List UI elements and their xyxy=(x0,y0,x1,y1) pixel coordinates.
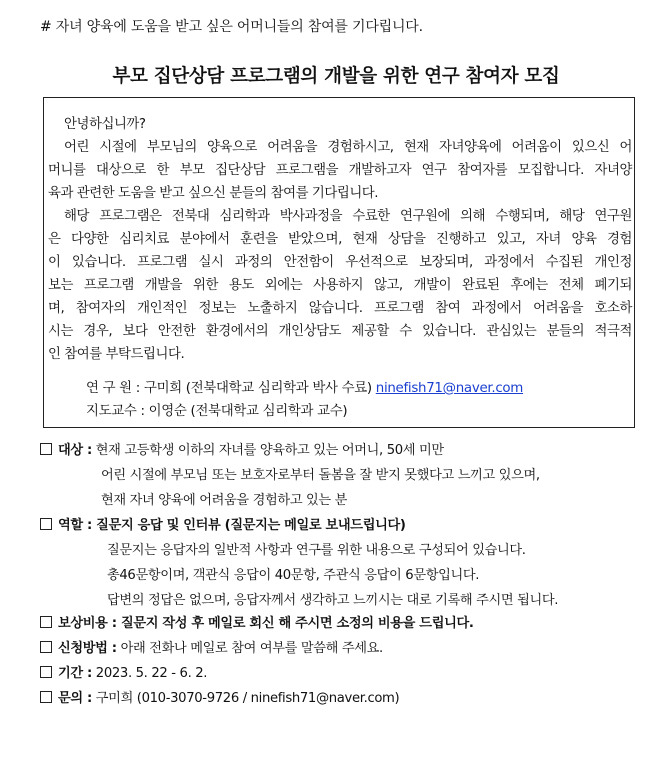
checkbox-icon xyxy=(40,666,52,678)
researcher-label: 연 구 원 : 구미희 (전북대학교 심리학과 박사 수료) xyxy=(86,381,372,396)
checkbox-icon xyxy=(40,518,52,530)
section-text: 구미희 (010-3070-9726 / ninefish71@naver.com) xyxy=(91,691,400,706)
section-reward xyxy=(40,612,474,631)
section-role-line: 답변의 정답은 없으며, 응답자께서 생각하고 느끼시는 대로 기록해 주시면 됩니다. xyxy=(107,593,559,608)
section-text: 2023. 5. 22 - 6. 2. xyxy=(91,666,208,681)
section-role-line: 질문지는 응답자의 일반적 사항과 연구를 위한 내용으로 구성되어 있습니다. xyxy=(107,543,526,558)
body-line: 어린 시절에 부모님의 양육으로 어려움을 경험하시고, 현재 자녀양육에 어려움이 있으신 어 xyxy=(64,140,632,155)
body-line: 육과 관련한 도움을 받고 싶으신 분들의 참여를 기다립니다. xyxy=(48,186,379,201)
body-line: 시는 경우, 보다 안전한 환경에서의 개인상담도 제공할 수 있습니다. 관심있는 분들의 적극적 xyxy=(48,324,632,339)
section-target xyxy=(40,439,444,458)
body-line: 며, 참여자의 개인적인 정보는 노출하지 않습니다. 프로그램 참여 과정에서 어려움을 호소하 xyxy=(48,301,632,316)
page-title: 부모 집단상담 프로그램의 개발을 위한 연구 참여자 모집 xyxy=(112,66,560,87)
section-contact xyxy=(40,687,399,706)
researcher-info xyxy=(86,377,523,396)
checkbox-icon xyxy=(40,691,52,703)
body-line: 보는 프로그램 개발을 위한 용도 외에는 사용하지 않고, 개발이 완료된 후에는 전체 폐기되 xyxy=(48,278,632,293)
researcher-email-link[interactable]: ninefish71@naver.com xyxy=(375,381,524,396)
body-line: 머니를 대상으로 한 부모 집단상담 프로그램을 개발하고자 연구 참여자를 모집합니다. 자녀양 xyxy=(48,163,632,178)
section-label: 문의 : xyxy=(58,691,92,706)
body-line: 은 다양한 심리치료 분야에서 훈련을 받았으며, 현재 상담을 진행하고 있고, 자녀 양육 경험 xyxy=(48,232,632,247)
top-note: # 자녀 양육에 도움을 받고 싶은 어머니들의 참여를 기다립니다. xyxy=(40,19,423,35)
section-label: 기간 : xyxy=(58,666,92,681)
section-role xyxy=(40,514,406,533)
body-line: 인 참여를 부탁드립니다. xyxy=(48,347,185,362)
greeting: 안녕하십니까? xyxy=(64,117,146,132)
checkbox-icon xyxy=(40,443,52,455)
section-period xyxy=(40,662,207,681)
section-text: 현재 고등학생 이하의 자녀를 양육하고 있는 어머니, 50세 미만 xyxy=(91,443,444,458)
section-label: 대상 : xyxy=(58,443,92,458)
checkbox-icon xyxy=(40,641,52,653)
section-label: 역할 : 질문지 응답 및 인터뷰 (질문지는 메일로 보내드립니다) xyxy=(58,518,406,533)
checkbox-icon xyxy=(40,616,52,628)
section-target-line: 현재 자녀 양육에 어려움을 경험하고 있는 분 xyxy=(101,493,348,508)
section-label: 보상비용 : 질문지 작성 후 메일로 회신 해 주시면 소정의 비용을 드립니다. xyxy=(58,616,474,631)
notice-box xyxy=(43,97,635,428)
section-target-line: 어린 시절에 부모님 또는 보호자로부터 돌봄을 잘 받지 못했다고 느끼고 있으며, xyxy=(101,468,540,483)
section-label: 신청방법 : xyxy=(58,641,117,656)
section-apply xyxy=(40,637,383,656)
body-line: 해당 프로그램은 전북대 심리학과 박사과정을 수료한 연구원에 의해 수행되며, 해당 연구원 xyxy=(64,209,632,224)
body-line: 이 있습니다. 프로그램 실시 과정의 안전함이 우선적으로 보장되며, 과정에서 수집된 개인정 xyxy=(48,255,632,270)
advisor-info: 지도교수 : 이영순 (전북대학교 심리학과 교수) xyxy=(86,404,348,419)
section-text: 아래 전화나 메일로 참여 여부를 말씀해 주세요. xyxy=(116,641,383,656)
section-role-line: 총46문항이며, 객관식 응답이 40문항, 주관식 응답이 6문항입니다. xyxy=(107,568,480,583)
